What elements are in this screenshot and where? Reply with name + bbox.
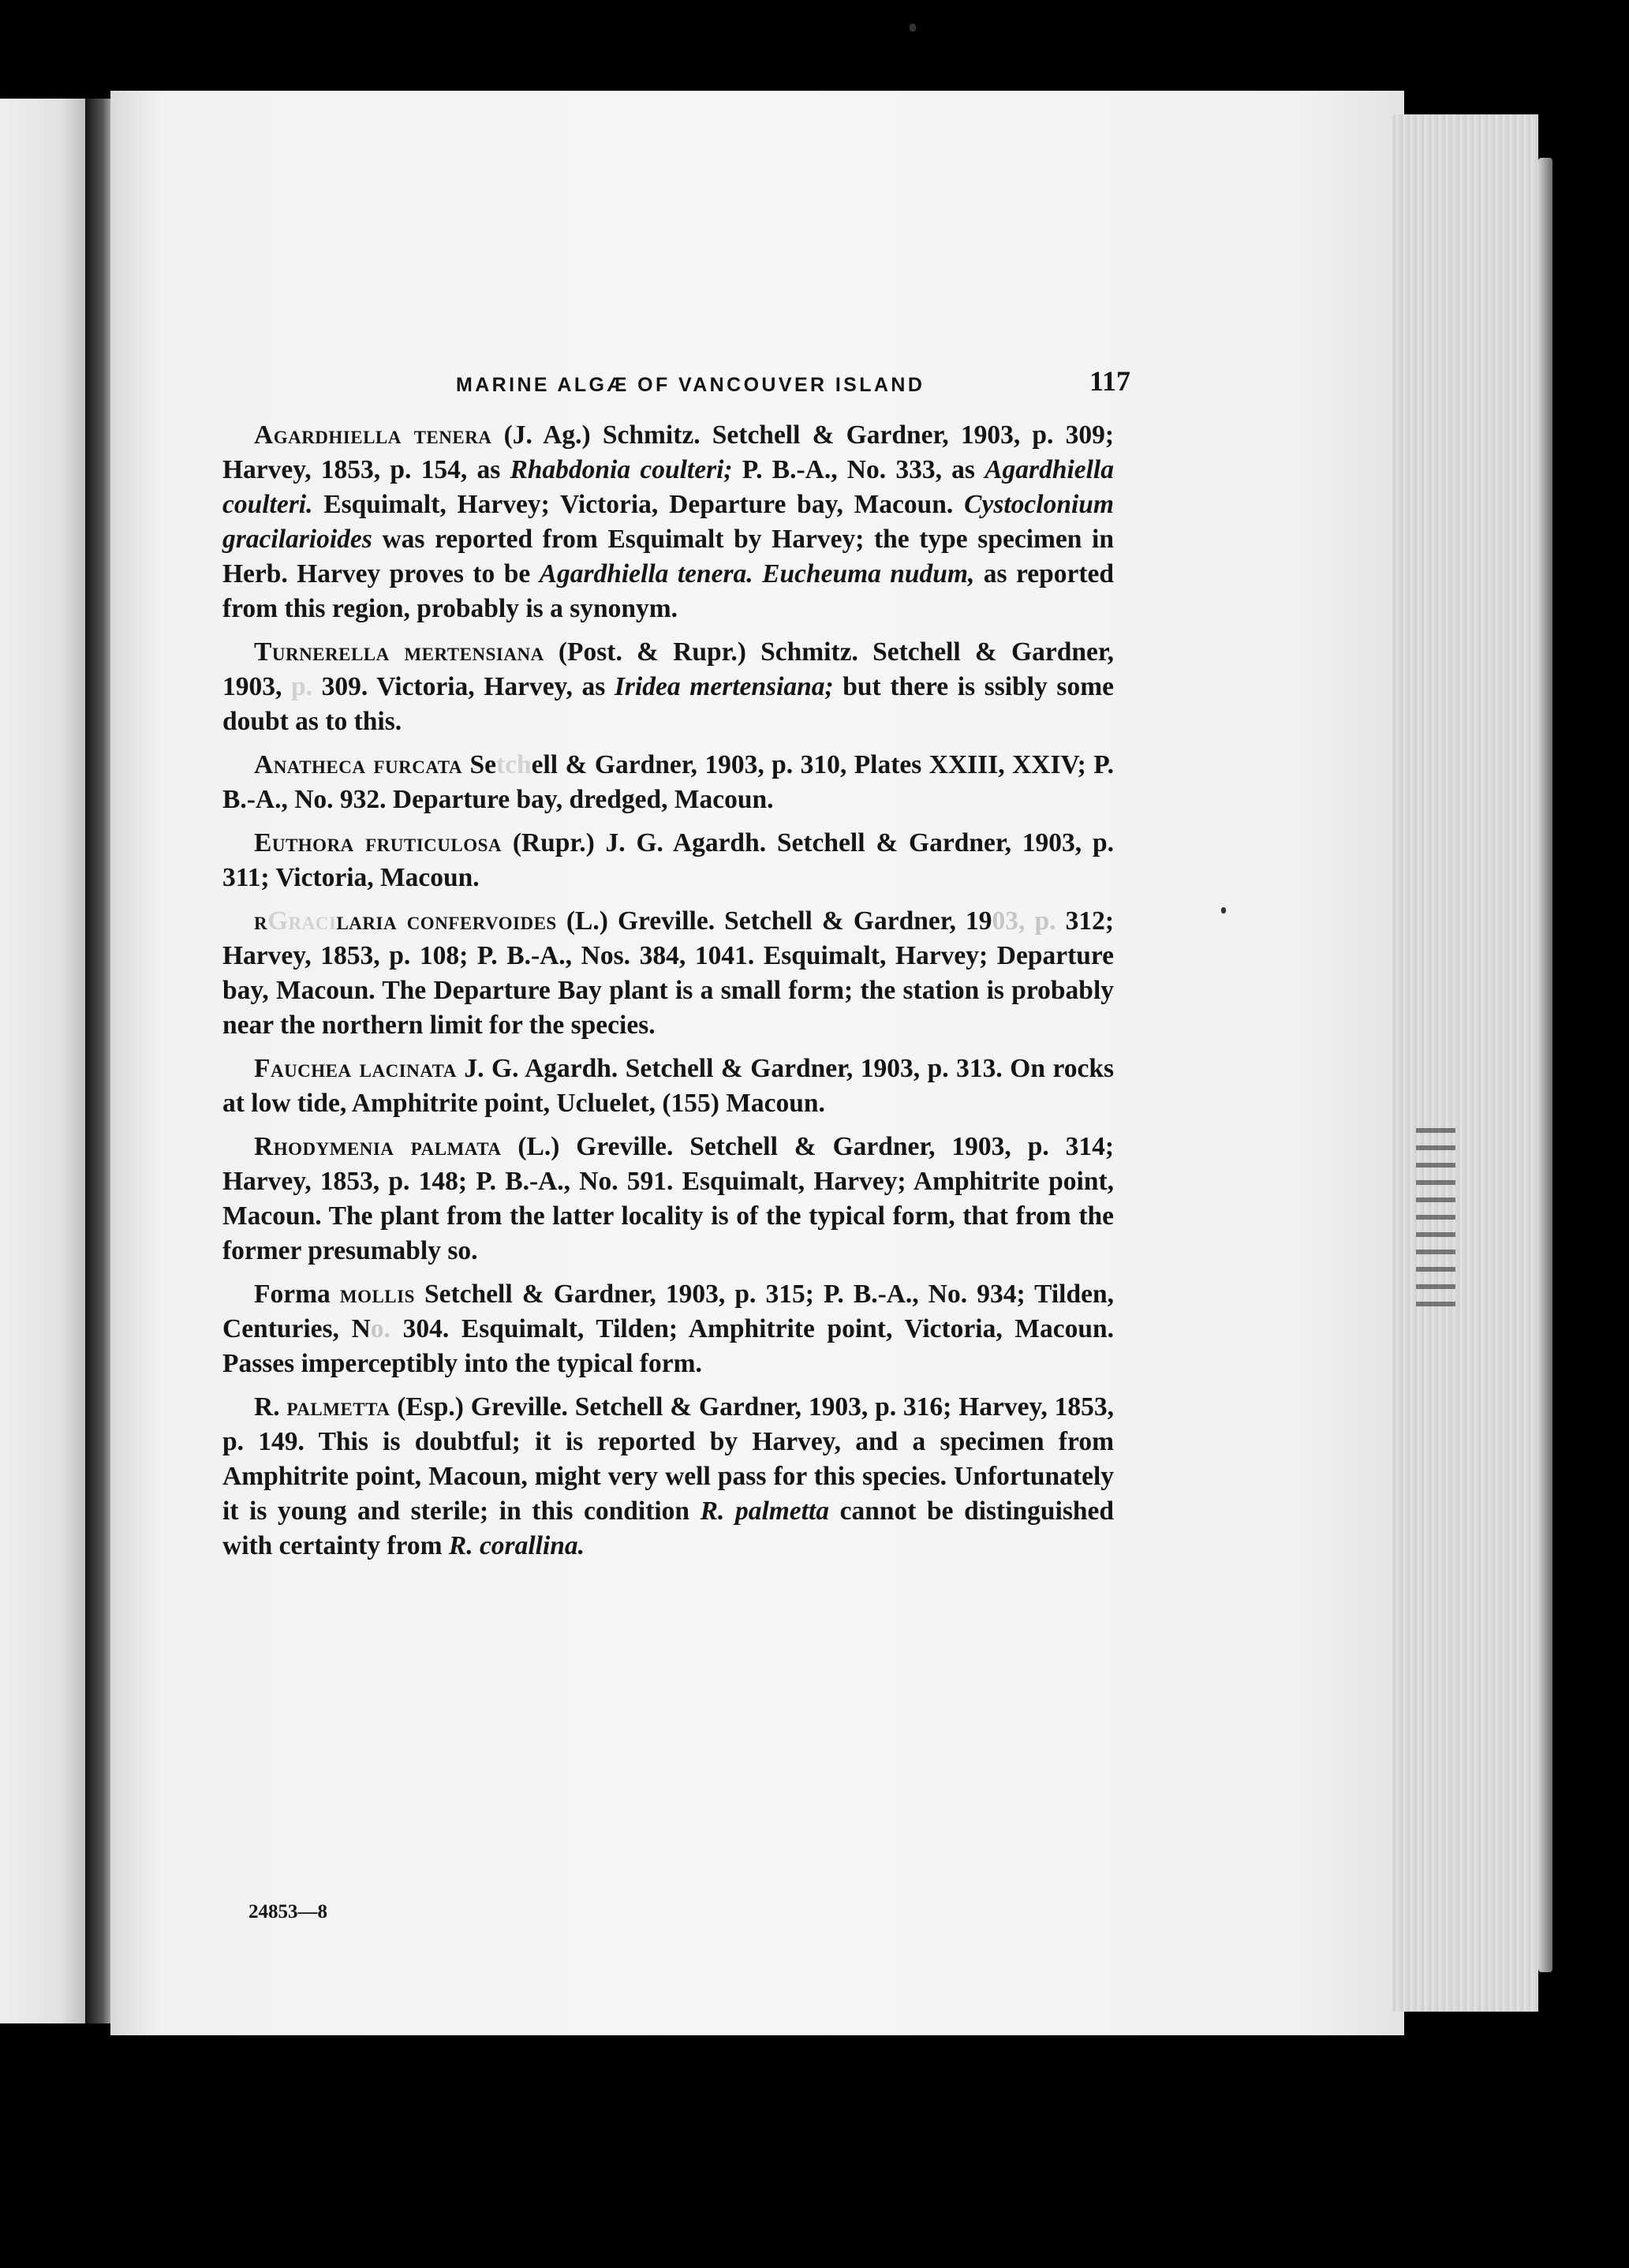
page-stack-marks	[1416, 1128, 1455, 1317]
species-name: mollis	[339, 1280, 415, 1309]
binding-edge	[1538, 103, 1629, 2035]
entry-confervoides: rGracilaria confervoides (L.) Greville. Setchell & Gardner, 1903, p. 312; Harvey, 1853, p. 108; P. B.-A., Nos. 384, 1041. Esquimalt, Harvey; Departure bay, Macoun. The Departure Bay plant is a small form; the station is probably near the northern limit for the species.	[222, 906, 1114, 1040]
printer-signature: 24853—8	[248, 1901, 327, 1922]
species-name: Agardhiella tenera	[254, 420, 492, 450]
page-number: 117	[1089, 365, 1130, 397]
entry-rhodymenia-palmetta: R. palmetta (Esp.) Greville. Setchell & Gardner, 1903, p. 316; Harvey, 1853, p. 149. This is doubtful; it is reported by Harvey, and a specimen from Amphitrite point, Macoun, might very well pass for this species. Unfortunately it is young and sterile; in this condition R. palmetta cannot be distinguished with certainty from R. corallina.	[222, 1392, 1114, 1560]
entry-agardhiella-tenera: Agardhiella tenera (J. Ag.) Schmitz. Setchell & Gardner, 1903, p. 309; Harvey, 1853, p. 154, as Rhabdonia coulteri; P. B.-A., No. 333, as Agardhiella coulteri. Esquimalt, Harvey; Victoria, Departure bay, Macoun. Cystoclonium gracilarioides was reported from Esquimalt by Harvey; the type specimen in Herb. Harvey proves to be Agardhiella tenera. Eucheuma nudum, as reported from this region, probably is a synonym.	[222, 420, 1115, 623]
entry-forma-mollis: Forma mollis Setchell & Gardner, 1903, p. 315; P. B.-A., No. 934; Tilden, Centuries, No. 304. Esquimalt, Tilden; Amphitrite point, Victoria, Macoun. Passes imperceptibly into the typical form.	[222, 1280, 1114, 1378]
entry-fauchea-lacinata: Fauchea lacinata J. G. Agardh. Setchell & Gardner, 1903, p. 313. On rocks at low tide, Amphitrite point, Ucluelet, (155) Macoun.	[222, 1054, 1114, 1118]
species-name: laria confervoides	[336, 906, 557, 936]
left-page-edge	[0, 99, 87, 2023]
page-stack-edges	[1392, 114, 1542, 2012]
running-head: MARINE ALGÆ OF VANCOUVER ISLAND	[456, 374, 925, 396]
scan-speck	[1221, 907, 1226, 914]
species-name: Fauchea lacinata	[254, 1054, 457, 1083]
entry-anatheca-furcata: Anatheca furcata Setchell & Gardner, 1903, p. 310, Plates XXIII, XXIV; P. B.-A., No. 932. Departure bay, dredged, Macoun.	[222, 750, 1114, 814]
species-name: Euthora fruticulosa	[254, 828, 503, 858]
species-name: Anatheca furcata	[254, 750, 462, 779]
body-text	[222, 418, 1114, 1572]
entry-turnerella-mertensiana: Turnerella mertensiana (Post. & Rupr.) Schmitz. Setchell & Gardner, 1903, p. 309. Victoria, Harvey, as Iridea mertensiana; but there is ssibly some doubt as to this.	[222, 637, 1114, 736]
species-name: Rhodymenia palmata	[254, 1132, 502, 1161]
entry-rhodymenia-palmata: Rhodymenia palmata (L.) Greville. Setchell & Gardner, 1903, p. 314; Harvey, 1853, p. 148; P. B.-A., No. 591. Esquimalt, Harvey; Amphitrite point, Macoun. The plant from the latter locality is of the typical form, that from the former presumably so.	[222, 1132, 1114, 1265]
scan-speck	[910, 24, 916, 32]
species-name: Turnerella mertensiana	[254, 637, 544, 667]
page-header	[456, 364, 1130, 404]
entry-euthora-fruticulosa: Euthora fruticulosa (Rupr.) J. G. Agardh. Setchell & Gardner, 1903, p. 311; Victoria, Macoun.	[222, 828, 1114, 892]
species-name: palmetta	[286, 1392, 390, 1422]
